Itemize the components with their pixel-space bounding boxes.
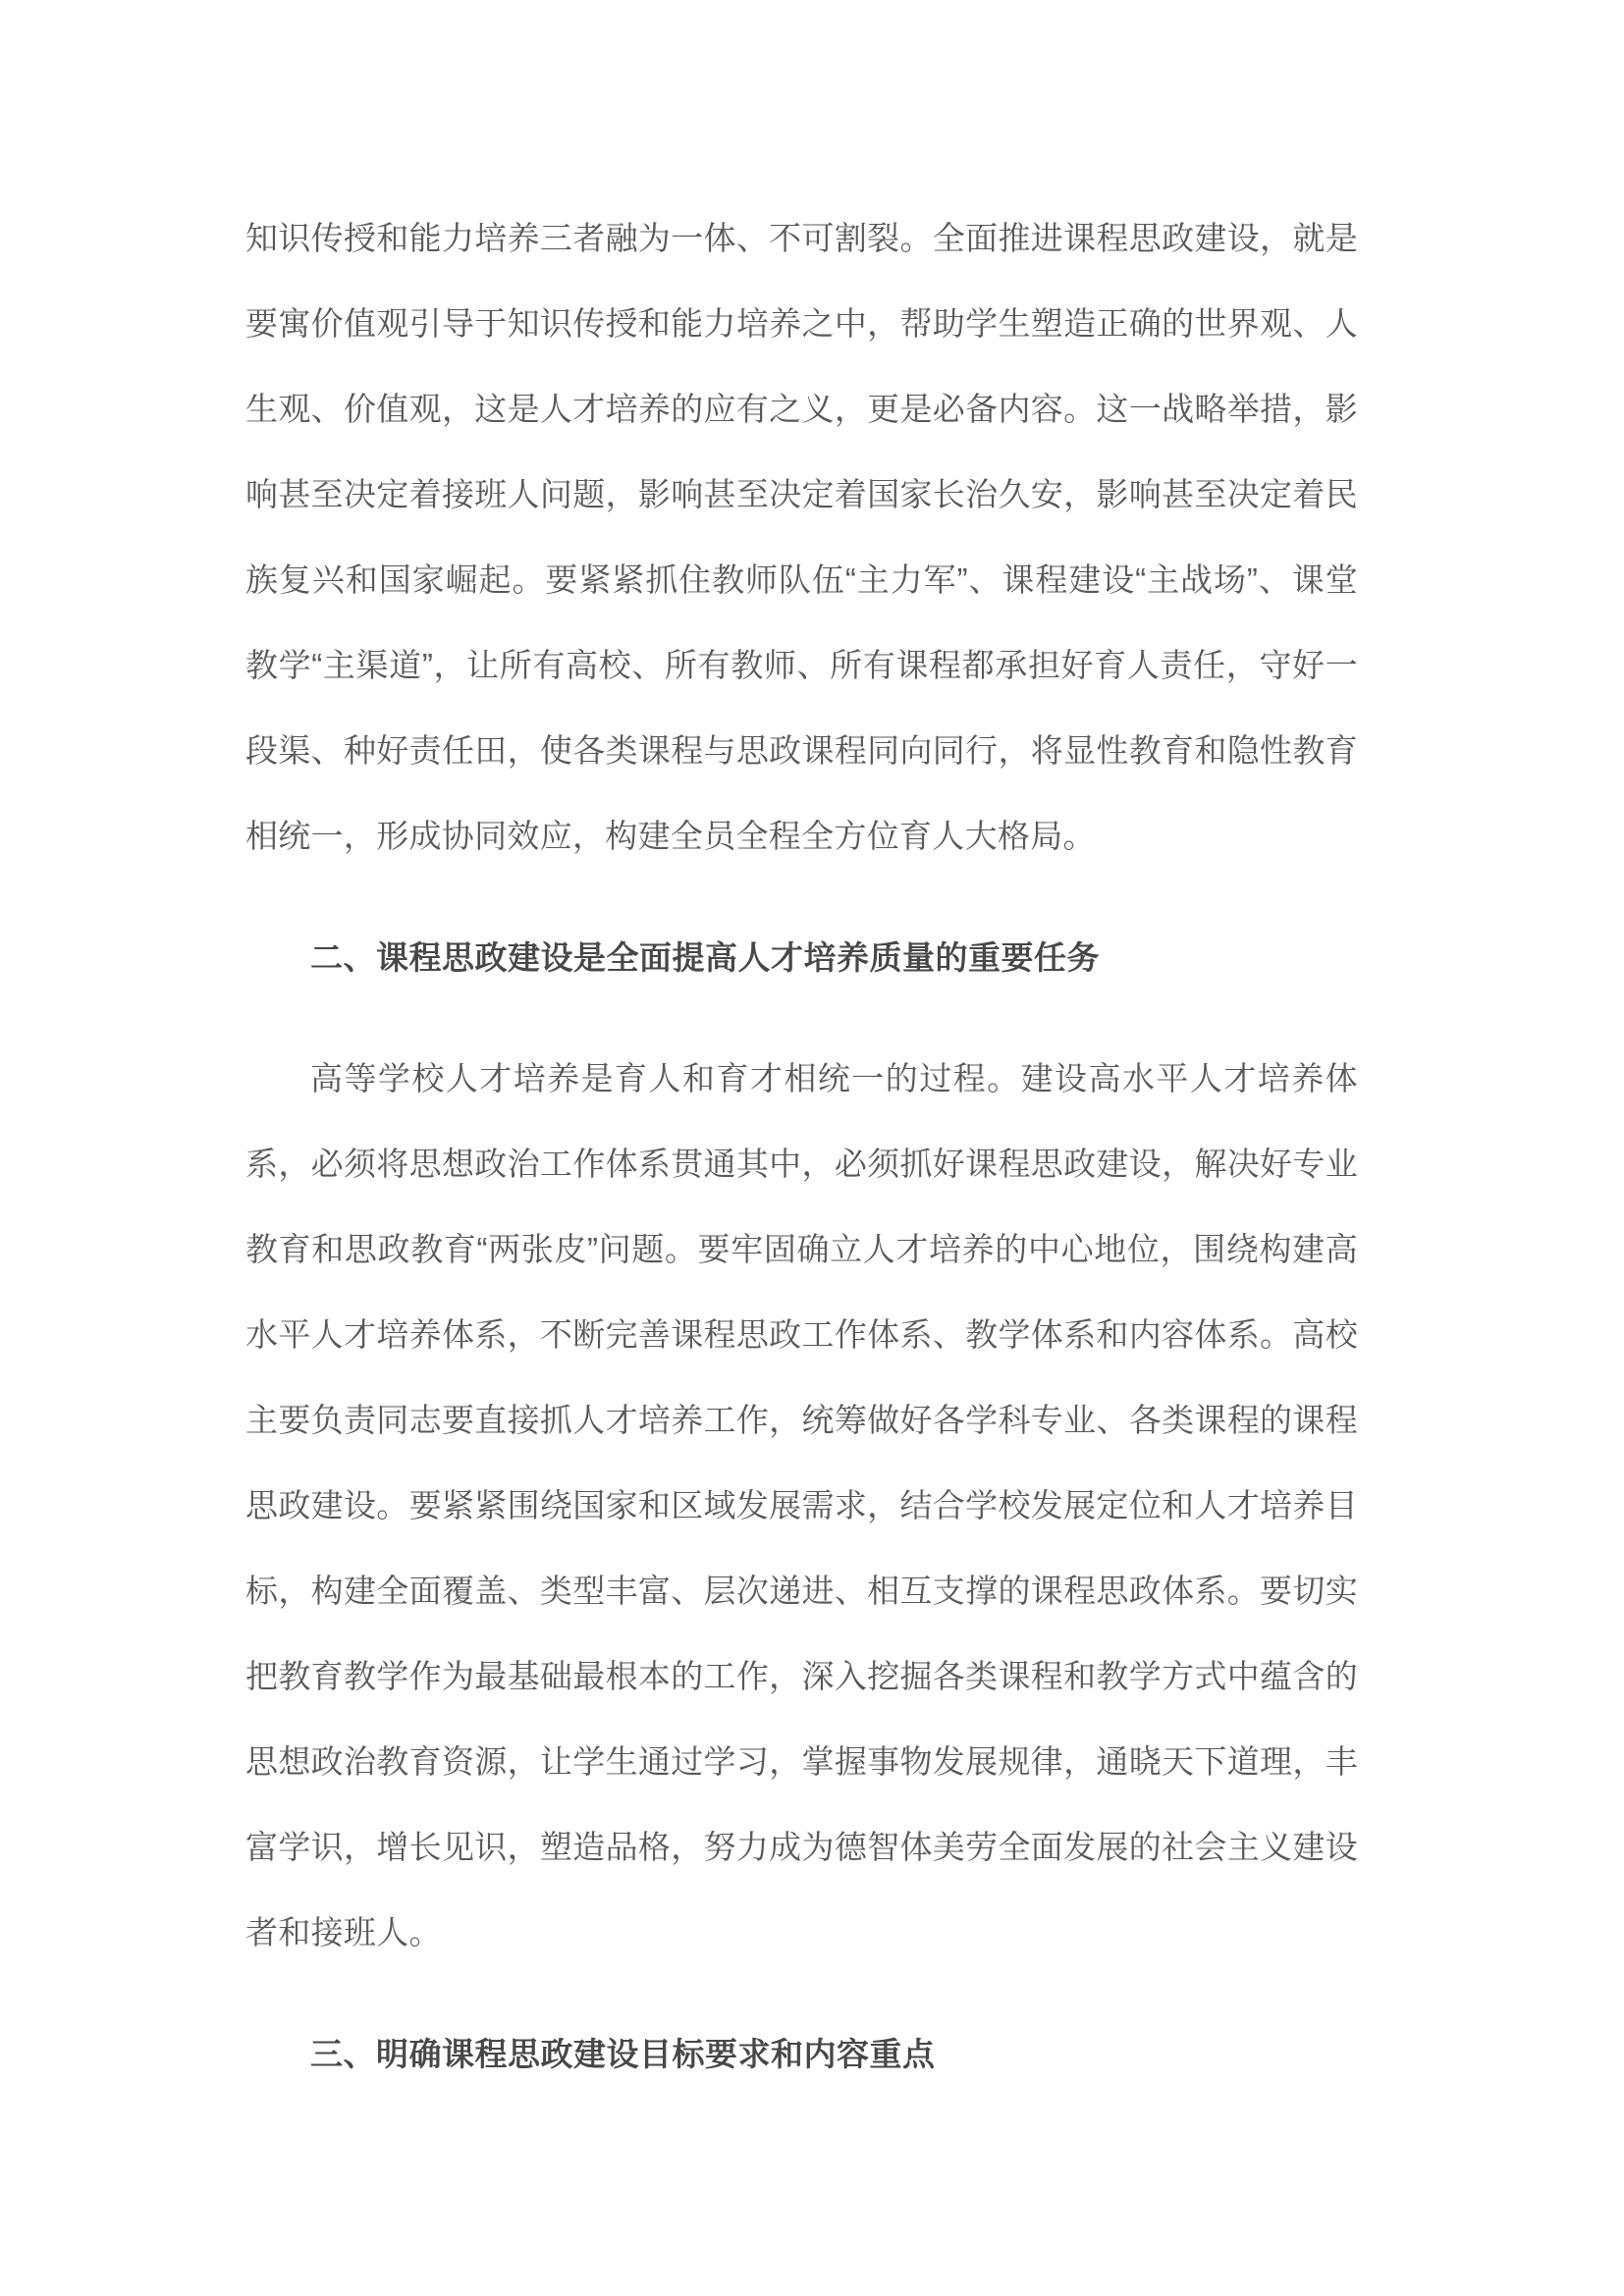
document-content	[245, 195, 1358, 2097]
section-heading-3: 三、明确课程思政建设目标要求和内容重点	[310, 2036, 936, 2072]
paragraph-continuation: 知识传授和能力培养三者融为一体、不可割裂。全面推进课程思政建设，就是要寓价值观引导于知识传授和能力培养之中，帮助学生塑造正确的世界观、人生观、价值观，这是人才培养的应有之义，更是必备内容。这一战略举措，影响甚至决定着接班人问题，影响甚至决定着国家长治久安，影响甚至决定着民族复兴和国家崛起。要紧紧抓住教师队伍“主力军”、课程建设“主战场”、课堂教学“主渠道”，让所有高校、所有教师、所有课程都承担好育人责任，守好一段渠、种好责任田，使各类课程与思政课程同向同行，将显性教育和隐性教育相统一，形成协同效应，构建全员全程全方位育人大格局。	[245, 220, 1358, 854]
paragraph-section-2: 高等学校人才培养是育人和育才相统一的过程。建设高水平人才培养体系，必须将思想政治工作体系贯通其中，必须抓好课程思政建设，解决好专业教育和思政教育“两张皮”问题。要牢固确立人才培养的中心地位，围绕构建高水平人才培养体系，不断完善课程思政工作体系、教学体系和内容体系。高校主要负责同志要直接抓人才培养工作，统筹做好各学科专业、各类课程的课程思政建设。要紧紧围绕国家和区域发展需求，结合学校发展定位和人才培养目标，构建全面覆盖、类型丰富、层次递进、相互支撑的课程思政体系。要切实把教育教学作为最基础最根本的工作，深入挖掘各类课程和教学方式中蕴含的思想政治教育资源，让学生通过学习，掌握事物发展规律，通晓天下道理，丰富学识，增长见识，塑造品格，努力成为德智体美劳全面发展的社会主义建设者和接班人。	[245, 1060, 1358, 1950]
section-heading-2: 二、课程思政建设是全面提高人才培养质量的重要任务	[310, 939, 1100, 976]
